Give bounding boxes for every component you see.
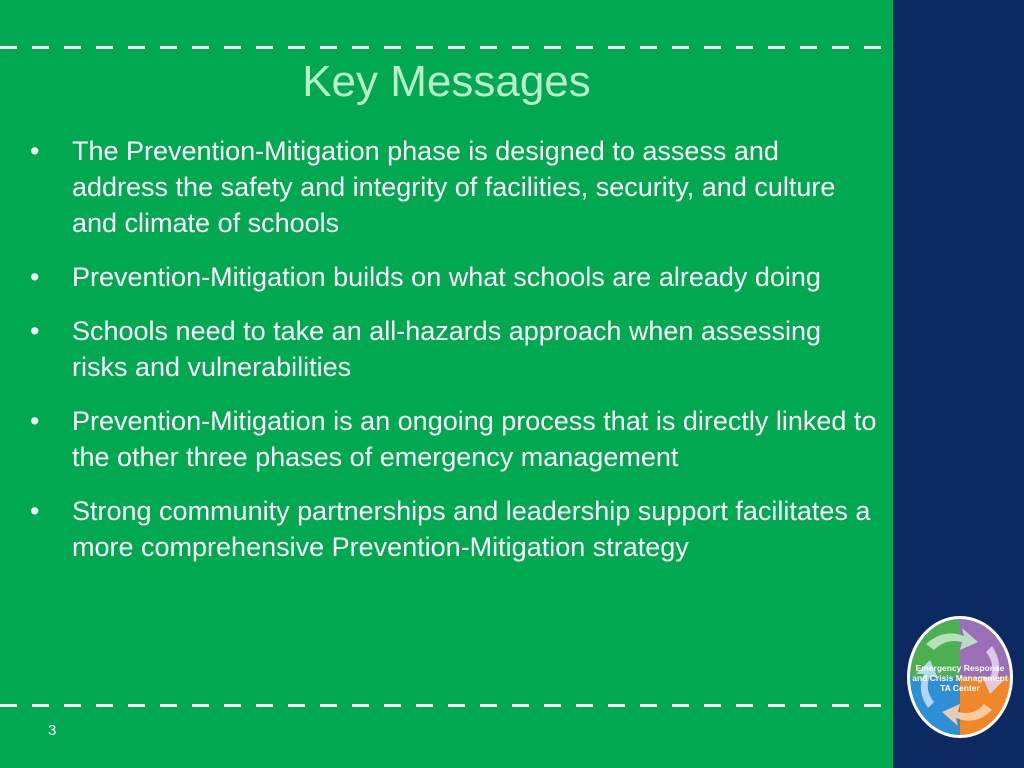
bullet-item — [28, 493, 878, 565]
bullet-item — [28, 313, 878, 385]
bullet-symbol: • — [30, 496, 40, 526]
bullet-item — [28, 133, 878, 241]
bullet-item — [28, 403, 878, 475]
bullet-text: Prevention-Mitigation builds on what schools are already doing — [72, 262, 821, 292]
bullet-list — [28, 133, 878, 583]
bullet-text: The Prevention-Mitigation phase is designed to assess and address the safety and integrity of facilities, security, and culture and climate of schools — [72, 136, 836, 238]
bullet-symbol: • — [30, 262, 40, 292]
page-number: 3 — [48, 722, 57, 739]
bullet-text: Strong community partnerships and leadership support facilitates a more comprehensive Prevention-Mitigation strategy — [72, 496, 871, 562]
bullet-item — [28, 259, 878, 295]
bullet-symbol: • — [30, 316, 40, 346]
center-logo — [904, 614, 1016, 740]
bullet-symbol: • — [30, 406, 40, 436]
logo-text-line1: Emergency Response — [915, 663, 1005, 673]
bottom-dashed-divider — [0, 704, 893, 707]
slide-title: Key Messages — [302, 57, 591, 106]
bullet-text: Schools need to take an all-hazards approach when assessing risks and vulnerabilities — [72, 316, 821, 382]
top-dashed-divider — [0, 46, 893, 49]
bullet-symbol: • — [30, 136, 40, 166]
bullet-text: Prevention-Mitigation is an ongoing process that is directly linked to the other three phases of emergency management — [72, 406, 877, 472]
logo-emblem-icon — [904, 614, 1016, 740]
logo-text-line2: and Crisis Management — [912, 673, 1008, 683]
logo-text-line3: TA Center — [940, 683, 980, 693]
